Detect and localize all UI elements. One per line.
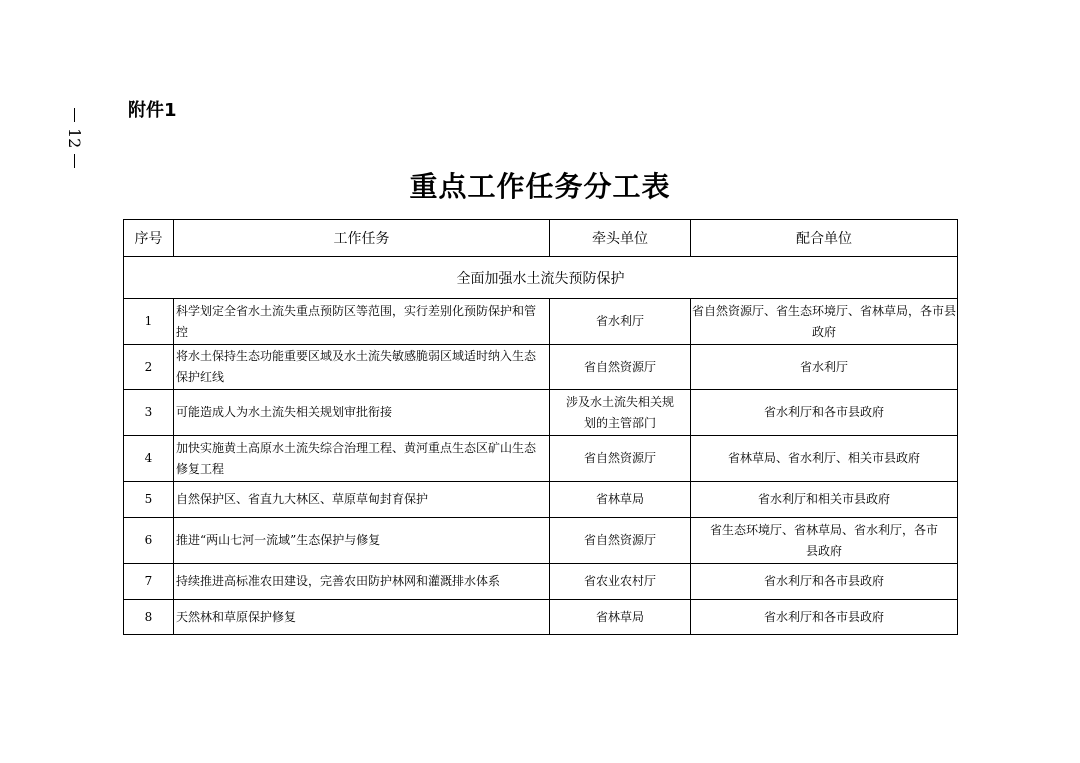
row-lead: 省自然资源厅 (550, 345, 691, 390)
row-no: 7 (124, 564, 174, 600)
row-coop: 省林草局、省水利厅、相关市县政府 (691, 436, 958, 482)
row-coop: 省水利厅和各市县政府 (691, 390, 958, 436)
row-lead: 省自然资源厅 (550, 436, 691, 482)
row-task: 持续推进高标准农田建设，完善农田防护林网和灌溉排水体系 (174, 564, 550, 600)
row-no: 5 (124, 482, 174, 518)
page-number-text: 12 (65, 128, 84, 149)
row-coop: 省水利厅和各市县政府 (691, 564, 958, 600)
row-no: 1 (124, 299, 174, 345)
row-coop: 省水利厅和相关市县政府 (691, 482, 958, 518)
row-task: 可能造成人为水土流失相关规划审批衔接 (174, 390, 550, 436)
header-lead: 牵头单位 (550, 220, 691, 257)
section-title: 全面加强水土流失预防保护 (124, 257, 958, 299)
row-task: 科学划定全省水土流失重点预防区等范围，实行差别化预防保护和管控 (174, 299, 550, 345)
row-task: 将水土保持生态功能重要区域及水土流失敏感脆弱区域适时纳入生态保护红线 (174, 345, 550, 390)
row-lead: 省林草局 (550, 482, 691, 518)
table-row (124, 600, 958, 635)
document-title: 重点工作任务分工表 (409, 170, 671, 203)
table-row (124, 345, 958, 390)
task-table (123, 219, 958, 635)
row-lead: 省林草局 (550, 600, 691, 635)
table-row (124, 482, 958, 518)
row-task: 推进“两山七河一流域”生态保护与修复 (174, 518, 550, 564)
attachment-label: 附件1 (128, 100, 177, 121)
table-header-row (124, 220, 958, 257)
section-row (124, 257, 958, 299)
table-row (124, 564, 958, 600)
row-coop: 省自然资源厅、省生态环境厅、省林草局，各市县政府 (691, 299, 958, 345)
header-coop: 配合单位 (691, 220, 958, 257)
row-lead: 省自然资源厅 (550, 518, 691, 564)
row-lead: 涉及水土流失相关规划的主管部门 (550, 390, 691, 436)
row-coop: 省水利厅 (691, 345, 958, 390)
row-no: 4 (124, 436, 174, 482)
row-no: 6 (124, 518, 174, 564)
row-task: 加快实施黄土高原水土流失综合治理工程、黄河重点生态区矿山生态修复工程 (174, 436, 550, 482)
row-lead: 省水利厅 (550, 299, 691, 345)
row-no: 3 (124, 390, 174, 436)
table-row (124, 390, 958, 436)
page-number-dash-top (74, 108, 75, 122)
row-coop: 省水利厅和各市县政府 (691, 600, 958, 635)
row-no: 2 (124, 345, 174, 390)
header-task: 工作任务 (174, 220, 550, 257)
table-row (124, 518, 958, 564)
header-no: 序号 (124, 220, 174, 257)
table-row (124, 436, 958, 482)
row-lead: 省农业农村厅 (550, 564, 691, 600)
row-no: 8 (124, 600, 174, 635)
row-task: 天然林和草原保护修复 (174, 600, 550, 635)
row-task: 自然保护区、省直九大林区、草原草甸封育保护 (174, 482, 550, 518)
table-row (124, 299, 958, 345)
row-coop: 省生态环境厅、省林草局、省水利厅，各市县政府 (691, 518, 958, 564)
